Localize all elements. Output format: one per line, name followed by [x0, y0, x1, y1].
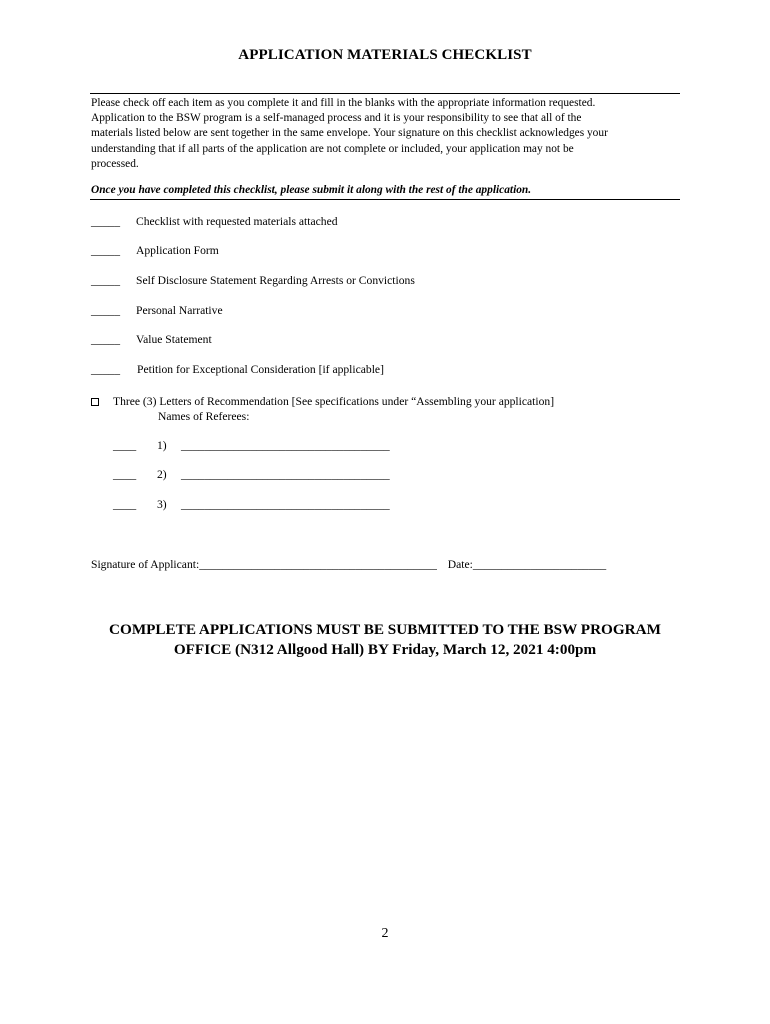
checklist-blank[interactable]: _____: [91, 244, 120, 257]
middle-divider: [90, 199, 680, 200]
checklist-label: Personal Narrative: [136, 304, 223, 317]
referee-number: 2): [157, 468, 167, 481]
checklist-blank[interactable]: _____: [91, 274, 120, 287]
checklist-blank[interactable]: _____: [91, 363, 120, 376]
date-field[interactable]: _______________________: [472, 558, 607, 571]
top-divider: [90, 93, 680, 94]
referees-heading: Names of Referees:: [158, 410, 250, 423]
checkbox-icon[interactable]: [91, 398, 99, 406]
date-label: Date:: [447, 558, 473, 571]
submit-instruction: Once you have completed this checklist, please submit it along with the rest of the application.: [91, 184, 532, 196]
intro-line: Please check off each item as you complete it and fill in the blanks with the appropriate information requested.: [91, 97, 596, 109]
checklist-blank[interactable]: _____: [91, 333, 120, 346]
checklist-blank[interactable]: _____: [91, 215, 120, 228]
submission-deadline: [0, 620, 770, 660]
deadline-line: OFFICE (N312 Allgood Hall) BY Friday, March 12, 2021 4:00pm: [173, 641, 597, 658]
intro-line: understanding that if all parts of the application are not complete or included, your application may not be: [91, 142, 574, 155]
referee-check-blank[interactable]: ____: [113, 498, 137, 511]
intro-line: materials listed below are sent together in the same envelope. Your signature on this checklist acknowledges your: [91, 127, 608, 140]
referee-check-blank[interactable]: ____: [113, 439, 137, 452]
intro-paragraph: [91, 96, 681, 172]
deadline-line: COMPLETE APPLICATIONS MUST BE SUBMITTED TO THE BSW PROGRAM: [109, 621, 661, 638]
checklist-label: Self Disclosure Statement Regarding Arrests or Convictions: [136, 274, 415, 287]
referee-name-field[interactable]: ____________________________________: [181, 439, 390, 452]
page-number: 2: [381, 926, 389, 941]
checklist-label: Checklist with requested materials attached: [136, 215, 338, 228]
referee-number: 3): [157, 498, 167, 511]
page-title: APPLICATION MATERIALS CHECKLIST: [238, 47, 532, 63]
referee-name-field[interactable]: ____________________________________: [181, 498, 390, 511]
intro-line: processed.: [91, 157, 139, 170]
checklist-label: Value Statement: [136, 333, 212, 346]
signature-row: [91, 558, 606, 571]
intro-line: Application to the BSW program is a self-managed process and it is your responsibility to see that all of the: [91, 112, 582, 125]
signature-field[interactable]: _________________________________________: [199, 558, 437, 571]
referee-check-blank[interactable]: ____: [113, 468, 137, 481]
checklist-label: Application Form: [136, 244, 219, 257]
checklist-label: Petition for Exceptional Consideration [if applicable]: [137, 363, 384, 376]
signature-label: Signature of Applicant:: [91, 558, 200, 571]
referee-number: 1): [157, 439, 167, 452]
checklist-blank[interactable]: _____: [91, 304, 120, 317]
referee-name-field[interactable]: ____________________________________: [181, 468, 390, 481]
letters-label: Three (3) Letters of Recommendation [See specifications under “Assembling your application]: [113, 395, 555, 408]
